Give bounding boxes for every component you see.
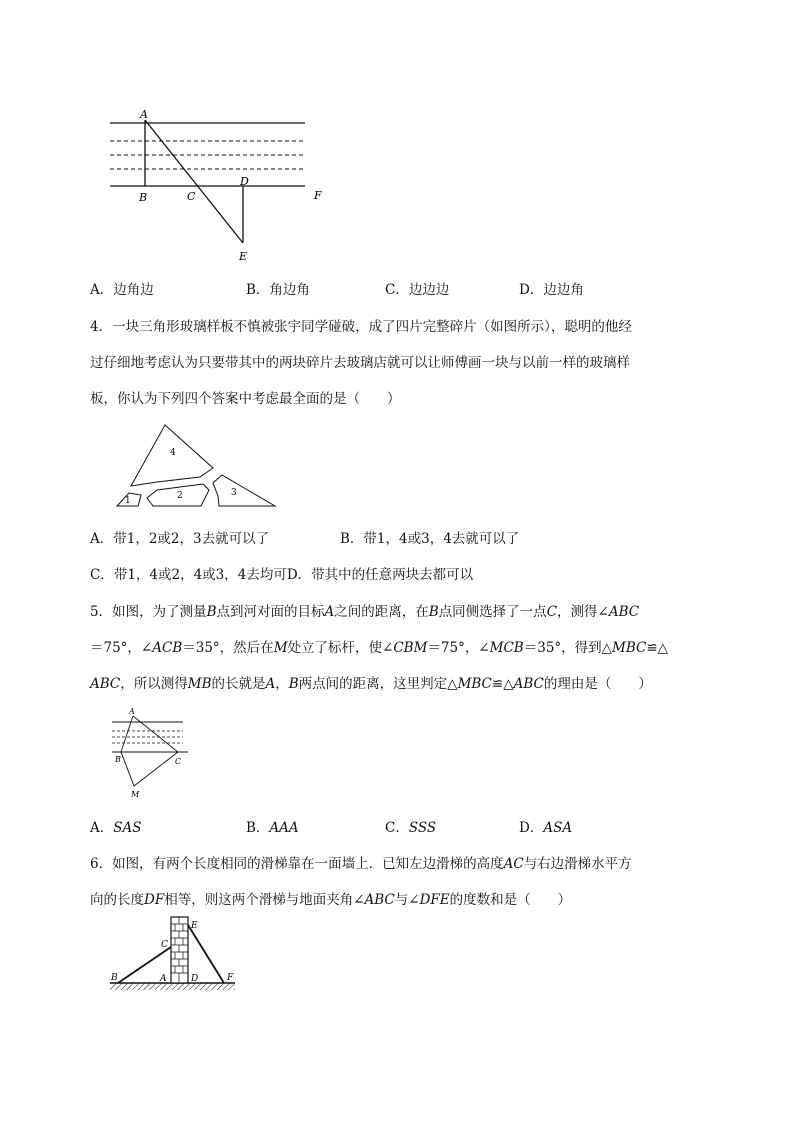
label-D: D	[191, 974, 199, 984]
piece-label-1: 1	[125, 496, 131, 506]
q5-text: 点同侧选择了一点	[438, 604, 547, 620]
q5-var-a: A	[265, 676, 276, 692]
option-value: ASA	[543, 820, 573, 836]
q6-var-ac: AC	[503, 856, 524, 872]
q5-text: 点到河对面的目标	[216, 604, 325, 620]
label-C: C	[187, 190, 196, 203]
label-E: E	[239, 250, 248, 263]
label-M: M	[131, 790, 140, 799]
label-A: A	[140, 108, 148, 121]
q5-option-c	[385, 816, 436, 836]
q5-var-acb: ACB	[152, 640, 183, 656]
q5-var-b: B	[206, 604, 217, 620]
q5-line-2	[90, 636, 668, 656]
q6-var-df: DF	[144, 892, 165, 908]
q6-var-dfe: DFE	[419, 892, 450, 908]
q5-text: 两点间的距离，这里判定△	[298, 676, 458, 692]
label-D: D	[240, 175, 249, 188]
q4-option-b: B．带1，4或3，4去就可以了	[340, 531, 520, 547]
option-prefix: B．	[246, 820, 270, 836]
q5-text: ，测得∠	[557, 604, 609, 620]
option-prefix: C．	[385, 820, 409, 836]
q5-var-abc: ABC	[513, 676, 544, 692]
q5-text: ＝35°，得到△	[523, 640, 613, 656]
figure-broken-glass	[105, 420, 285, 515]
figure-river-triangles	[100, 100, 340, 270]
q5-var-mbc: MBC	[457, 676, 492, 692]
option-value: SAS	[113, 820, 142, 836]
label-B: B	[115, 755, 121, 764]
q5-var-abc: ABC	[608, 604, 640, 620]
figure-slides-wall	[108, 912, 242, 997]
q6-text: 向的长度	[90, 892, 144, 908]
q4-line-2: 过仔细地考虑认为只要带其中的两块碎片去玻璃店就可以让师傅画一块与以前一样的玻璃样	[90, 355, 630, 371]
q5-var-abc: ABC	[90, 676, 121, 692]
q3-option-a: A．边角边	[90, 282, 154, 298]
q6-text: 与右边滑梯水平方	[523, 856, 632, 872]
label-A: A	[129, 707, 135, 716]
option-value: SSS	[408, 820, 437, 836]
label-F: F	[227, 973, 234, 983]
q5-var-mb: MB	[187, 676, 212, 692]
piece-label-2: 2	[177, 491, 183, 501]
q6-var-abc: ABC	[364, 892, 395, 908]
q5-text: 之间的距离，在	[334, 604, 429, 620]
q5-var-b: B	[428, 604, 439, 620]
q5-line-1	[90, 600, 639, 620]
q4-option-cd: C．带1，4或2，4或3，4去均可D．带其中的任意两块去都可以	[90, 567, 474, 583]
q4-line-1: 4．一块三角形玻璃样板不慎被张宇同学碰破，成了四片完整碎片（如图所示），聪明的他经	[90, 319, 632, 335]
q5-option-b	[246, 816, 299, 836]
q5-option-a	[90, 816, 142, 836]
q5-option-d	[519, 816, 572, 836]
q5-var-cbm: CBM	[393, 640, 428, 656]
q6-text: 与∠	[394, 892, 420, 908]
q5-text: 5．如图，为了测量	[90, 604, 207, 620]
q5-var-m: M	[273, 640, 288, 656]
q6-text: 相等，则这两个滑梯与地面夹角∠	[164, 892, 365, 908]
q5-var-mcb: MCB	[489, 640, 524, 656]
q5-text: 的长就是	[211, 676, 266, 692]
q5-text: ≌△	[646, 640, 669, 656]
q5-line-3	[90, 672, 652, 692]
q5-text: 的理由是（ ）	[543, 676, 652, 692]
q6-line-1	[90, 852, 632, 872]
q6-text: 的度数和是（ ）	[449, 892, 572, 908]
q5-text: ＝75°，∠	[90, 640, 153, 656]
option-value: AAA	[269, 820, 299, 836]
label-C: C	[175, 757, 182, 766]
q6-text: 6．如图，有两个长度相同的滑梯靠在一面墙上．已知左边滑梯的高度	[90, 856, 504, 872]
figure-river-measure	[108, 704, 208, 804]
q6-line-2	[90, 888, 571, 908]
q4-line-3: 板，你认为下列四个答案中考虑最全面的是（ ）	[90, 391, 401, 407]
q5-var-b: B	[288, 676, 299, 692]
label-E: E	[191, 921, 198, 931]
q3-option-c: C．边边边	[385, 282, 450, 298]
label-B: B	[139, 191, 148, 204]
q5-text: ＝35°，然后在	[182, 640, 274, 656]
piece-label-4: 4	[170, 448, 176, 458]
option-prefix: A．	[90, 820, 114, 836]
label-B: B	[111, 973, 118, 983]
q5-var-c: C	[546, 604, 558, 620]
q5-var-mbc: MBC	[612, 640, 647, 656]
q3-option-b: B．角边角	[246, 282, 310, 298]
q5-text: 处立了标杆，使∠	[287, 640, 394, 656]
q5-var-a: A	[324, 604, 335, 620]
q3-option-d: D．边边角	[519, 282, 584, 298]
label-C: C	[161, 940, 168, 950]
option-prefix: D．	[519, 820, 544, 836]
label-A: A	[160, 974, 167, 984]
label-F: F	[314, 189, 322, 202]
q5-text: ，	[275, 676, 289, 692]
q5-text: ≌△	[491, 676, 514, 692]
q4-option-a: A．带1，2或2，3去就可以了	[90, 531, 270, 547]
q5-text: ＝75°，∠	[427, 640, 490, 656]
piece-label-3: 3	[231, 488, 237, 498]
q5-text: ，所以测得	[120, 676, 188, 692]
